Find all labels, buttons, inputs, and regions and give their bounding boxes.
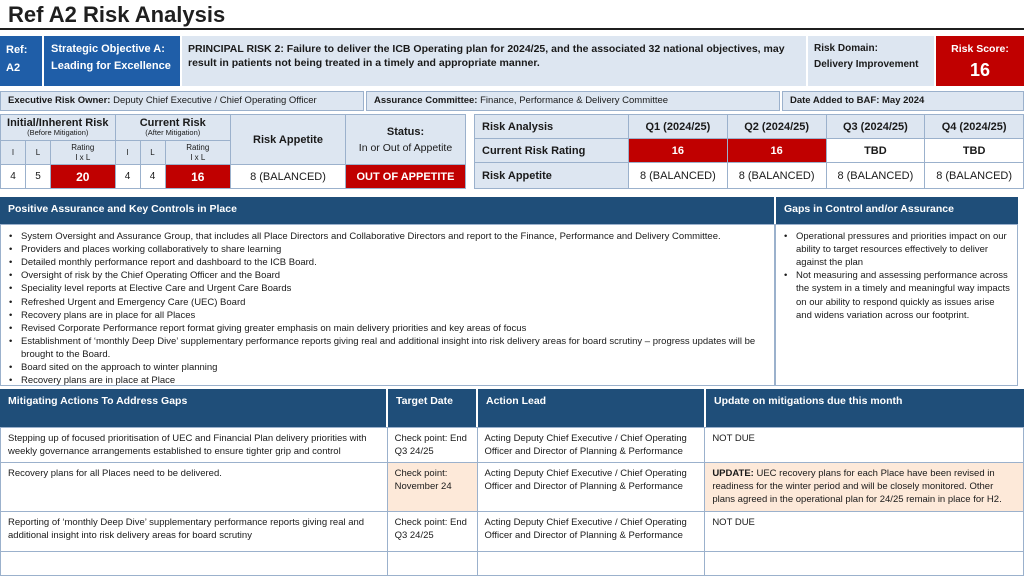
current-l-value: 4 <box>140 165 165 189</box>
assurance-item: • System Oversight and Assurance Group, that includes all Place Directors and Collaborative Directors and report to the Finance, Performance and Delivery Committee. <box>7 230 768 243</box>
initial-l-header: L <box>26 141 51 165</box>
table-row <box>1 463 1024 511</box>
gaps-header: Gaps in Control and/or Assurance <box>776 197 1018 224</box>
q3-header: Q3 (2024/25) <box>826 115 925 139</box>
action-text: Recovery plans for all Places need to be delivered. <box>1 463 388 511</box>
update-prefix: UPDATE: <box>712 468 754 480</box>
actions-header: Mitigating Actions To Address Gaps <box>0 389 386 427</box>
ref-cell <box>0 36 42 86</box>
q1-header: Q1 (2024/25) <box>629 115 728 139</box>
assurance-box <box>0 224 775 386</box>
ref-value: A2 <box>6 61 21 74</box>
initial-rating-value: 20 <box>51 165 116 189</box>
domain-value: Delivery Improvement <box>814 58 919 70</box>
action-lead: Acting Deputy Chief Executive / Chief Operating Officer and Director of Planning & Performance <box>477 428 705 463</box>
assurance-header: Positive Assurance and Key Controls in Place <box>0 197 774 224</box>
q2-header: Q2 (2024/25) <box>727 115 826 139</box>
q3-current-rating: TBD <box>826 139 925 163</box>
action-text: Stepping up of focused prioritisation of UEC and Financial Plan delivery priorities with weekly governance arrangements established to ensure tighter grip and control <box>1 428 388 463</box>
current-risk-header <box>115 115 230 141</box>
principal-risk-cell <box>182 36 806 86</box>
current-i-value: 4 <box>115 165 140 189</box>
action-update <box>705 463 1024 511</box>
initial-ixl-label: I x L <box>75 152 91 162</box>
current-rating-value: 16 <box>165 165 230 189</box>
q1-current-rating: 16 <box>629 139 728 163</box>
appetite-value: 8 (BALANCED) <box>231 165 346 189</box>
initial-risk-title: Initial/Inherent Risk <box>7 117 109 130</box>
owner-value: Deputy Chief Executive / Chief Operating Officer <box>113 95 317 106</box>
actions-table <box>0 427 1024 576</box>
current-risk-title: Current Risk <box>139 117 206 130</box>
owner-label: Executive Risk Owner: <box>8 95 111 106</box>
action-lead: Acting Deputy Chief Executive / Chief Operating Officer and Director of Planning & Performance <box>477 463 705 511</box>
assurance-item: • Speciality level reports at Elective Care and Urgent Care Boards <box>7 282 768 295</box>
owner-cell <box>0 91 364 111</box>
initial-risk-header <box>1 115 116 141</box>
assurance-item: • Oversight of risk by the Chief Operating Officer and the Board <box>7 269 768 282</box>
action-date: Check point: End Q3 24/25 <box>387 511 477 551</box>
risk-score-value: 16 <box>969 60 991 81</box>
assurance-item: • Providers and places working collaboratively to share learning <box>7 243 768 256</box>
initial-rating-label: Rating <box>71 142 95 152</box>
update-text: NOT DUE <box>712 516 755 528</box>
appetite-row-label: Risk Appetite <box>475 163 629 189</box>
date-added-cell <box>782 91 1024 111</box>
risk-analysis-label: Risk Analysis <box>475 115 629 139</box>
q2-appetite: 8 (BALANCED) <box>727 163 826 189</box>
gap-item: • Not measuring and assessing performance across the system in a timely and meaningful way impacts on our ability to respond quickly as issues arise and widens variation across our footprint. <box>782 269 1011 321</box>
update-header: Update on mitigations due this month <box>706 389 1024 427</box>
assurance-item: • Establishment of ‘monthly Deep Dive’ supplementary performance reports giving real and additional insight into risk delivery areas for board scrutiny – progress updates will be brought to the Board. <box>7 335 768 361</box>
current-rating-label: Rating <box>186 142 210 152</box>
ref-label: Ref: <box>6 44 28 56</box>
empty-cell <box>387 551 477 575</box>
committee-cell <box>366 91 780 111</box>
table-row-empty <box>1 551 1024 575</box>
assurance-list <box>7 230 768 387</box>
date-added-label: Date Added to BAF: May 2024 <box>790 95 925 106</box>
initial-i-header: I <box>1 141 26 165</box>
status-header-sub: In or Out of Appetite <box>358 141 453 154</box>
risk-score-cell <box>936 36 1024 86</box>
action-date: Check point: End Q3 24/25 <box>387 428 477 463</box>
action-update <box>705 511 1024 551</box>
q4-header: Q4 (2024/25) <box>925 115 1024 139</box>
table-row <box>1 511 1024 551</box>
current-l-header: L <box>140 141 165 165</box>
gaps-list <box>782 230 1011 322</box>
target-date-header: Target Date <box>388 389 476 427</box>
q4-current-rating: TBD <box>925 139 1024 163</box>
current-rating-header <box>165 141 230 165</box>
page-title: Ref A2 Risk Analysis <box>8 2 226 27</box>
assurance-item: • Revised Corporate Performance report format giving greater emphasis on main delivery priorities and key areas of focus <box>7 322 768 335</box>
gaps-box <box>775 224 1018 386</box>
q1-appetite: 8 (BALANCED) <box>629 163 728 189</box>
committee-label: Assurance Committee: <box>374 95 478 106</box>
empty-cell <box>1 551 388 575</box>
risk-matrix-table <box>0 114 466 189</box>
title-divider <box>0 28 1024 30</box>
action-lead-header: Action Lead <box>478 389 704 427</box>
assurance-item: • Refreshed Urgent and Emergency Care (UEC) Board <box>7 296 768 309</box>
action-update <box>705 428 1024 463</box>
status-header <box>346 115 466 165</box>
assurance-item: • Detailed monthly performance report and dashboard to the ICB Board. <box>7 256 768 269</box>
objective-value: Leading for Excellence <box>51 59 171 72</box>
assurance-item: • Board sited on the approach to winter planning <box>7 361 768 374</box>
q3-appetite: 8 (BALANCED) <box>826 163 925 189</box>
current-i-header: I <box>115 141 140 165</box>
domain-label: Risk Domain: <box>814 43 878 54</box>
current-risk-sub: (After Mitigation) <box>145 128 201 138</box>
q2-current-rating: 16 <box>727 139 826 163</box>
current-ixl-label: I x L <box>190 152 206 162</box>
current-rating-row-label: Current Risk Rating <box>475 139 629 163</box>
domain-cell <box>808 36 934 86</box>
objective-label: Strategic Objective A: <box>51 43 165 55</box>
initial-rating-header <box>51 141 116 165</box>
initial-i-value: 4 <box>1 165 26 189</box>
empty-cell <box>705 551 1024 575</box>
objective-cell <box>44 36 180 86</box>
action-text: Reporting of ‘monthly Deep Dive’ supplementary performance reports giving real and additional insight into risk delivery areas for board scrutiny <box>1 511 388 551</box>
appetite-header-text: Risk Appetite <box>253 133 323 146</box>
quarterly-table <box>474 114 1024 189</box>
status-header-title: Status: <box>386 125 425 138</box>
assurance-item: • Recovery plans are in place at Place <box>7 374 768 387</box>
assurance-item: • Recovery plans are in place for all Places <box>7 309 768 322</box>
q4-appetite: 8 (BALANCED) <box>925 163 1024 189</box>
initial-risk-sub: (Before Mitigation) <box>27 128 89 138</box>
appetite-header <box>231 115 346 165</box>
table-row <box>1 428 1024 463</box>
action-lead: Acting Deputy Chief Executive / Chief Operating Officer and Director of Planning & Performance <box>477 511 705 551</box>
update-text: NOT DUE <box>712 433 755 444</box>
risk-score-label: Risk Score: <box>951 43 1009 55</box>
status-value: OUT OF APPETITE <box>346 165 466 189</box>
principal-risk-text: PRINCIPAL RISK 2: Failure to deliver the ICB Operating plan for 2024/25, and the associated 32 national objectives, may result in patients not being treated in a timely and appropriate manner. <box>188 43 785 70</box>
gap-item: • Operational pressures and priorities impact on our ability to target resources effectively to deliver against the plan <box>782 230 1011 269</box>
action-date: Check point: November 24 <box>387 463 477 511</box>
empty-cell <box>477 551 705 575</box>
update-text: UEC recovery plans for each Place have been revised in readiness for the winter period and will be closely monitored. Other plans agreed in the operational plan for 24/25 remain in place for H2. <box>712 468 1002 506</box>
committee-value: Finance, Performance & Delivery Committee <box>480 95 669 106</box>
initial-l-value: 5 <box>26 165 51 189</box>
